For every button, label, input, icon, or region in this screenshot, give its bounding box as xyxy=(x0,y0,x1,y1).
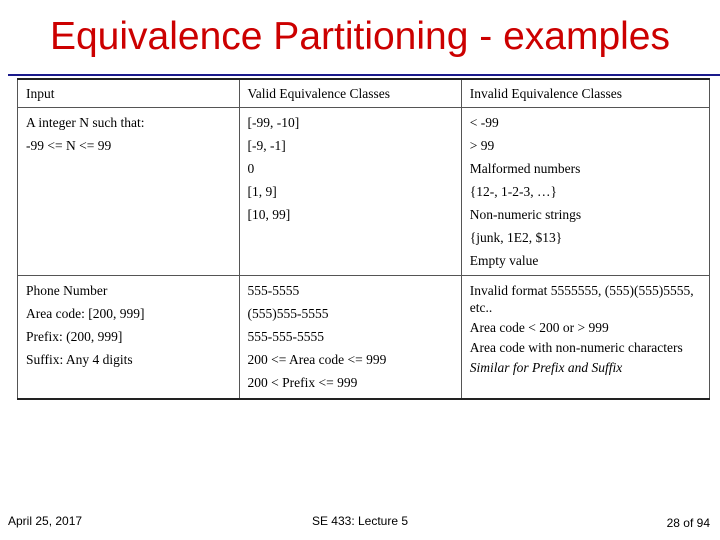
cell-input xyxy=(18,107,240,275)
cell-line: {12-, 1-2-3, …} xyxy=(469,183,557,199)
slide-title: Equivalence Partitioning - examples xyxy=(49,15,670,58)
cell-line: Area code < 200 or > 999 xyxy=(469,319,609,335)
cell-line: Area code with non-numeric characters xyxy=(469,339,683,355)
cell-line: [10, 99] xyxy=(247,206,291,222)
header-invalid: Invalid Equivalence Classes xyxy=(461,79,709,107)
footer-course: SE 433: Lecture 5 xyxy=(311,514,409,528)
cell-line: Empty value xyxy=(469,252,539,268)
cell-line: (555)555-5555 xyxy=(247,305,329,321)
cell-line: Phone Number xyxy=(26,282,108,298)
cell-valid xyxy=(239,107,461,275)
cell-line: 555-555-5555 xyxy=(247,328,325,344)
cell-line: Malformed numbers xyxy=(469,160,581,176)
cell-line: Area code: [200, 999] xyxy=(26,305,145,321)
header-valid: Valid Equivalence Classes xyxy=(239,79,461,107)
header-input: Input xyxy=(18,79,240,107)
cell-line: Prefix: (200, 999] xyxy=(26,328,123,344)
cell-line: 200 < Prefix <= 999 xyxy=(247,374,358,390)
cell-line: 200 <= Area code <= 999 xyxy=(247,351,387,367)
cell-line: A integer N such that: xyxy=(26,114,145,130)
cell-line: Invalid format 5555555, (555)(555)5555, etc.. xyxy=(469,282,694,315)
cell-invalid xyxy=(461,107,709,275)
cell-input xyxy=(18,275,240,399)
table-row xyxy=(18,275,710,399)
equivalence-table xyxy=(17,78,710,400)
cell-line: 0 xyxy=(247,160,255,176)
cell-valid xyxy=(239,275,461,399)
cell-line: -99 <= N <= 99 xyxy=(26,137,112,153)
cell-line: Similar for Prefix and Suffix xyxy=(469,359,623,375)
cell-line: Non-numeric strings xyxy=(469,206,582,222)
cell-line: {junk, 1E2, $13} xyxy=(469,229,563,245)
cell-line: Suffix: Any 4 digits xyxy=(26,351,133,367)
footer-page-number: 28 of 94 xyxy=(666,516,710,530)
cell-line: [-99, -10] xyxy=(247,114,300,130)
table-row xyxy=(18,107,710,275)
cell-line: < -99 xyxy=(469,114,499,130)
footer-date: April 25, 2017 xyxy=(8,514,83,528)
cell-line: [-9, -1] xyxy=(247,137,286,153)
cell-invalid xyxy=(461,275,709,399)
cell-line: [1, 9] xyxy=(247,183,277,199)
title-divider xyxy=(8,74,720,76)
table-header-row xyxy=(18,79,710,107)
cell-line: > 99 xyxy=(469,137,495,153)
cell-line: 555-5555 xyxy=(247,282,300,298)
